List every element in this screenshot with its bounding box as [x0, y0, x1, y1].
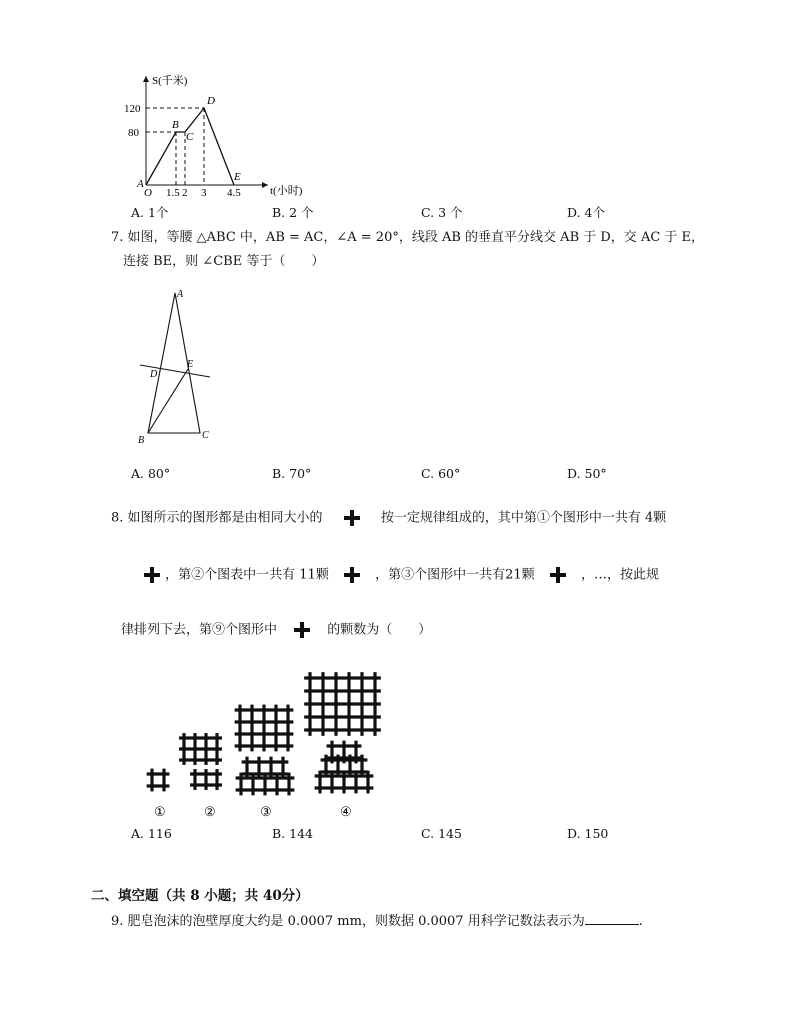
q6-option-d[interactable]: D. 4个 — [567, 205, 605, 220]
point-A: A — [137, 178, 144, 190]
q8-line1a: 8. 如图所示的图形都是由相同大小的 — [111, 510, 323, 526]
q8-line2b: ，第③个图形中一共有21颗 — [375, 567, 535, 583]
q8-line1b: 按一定规律组成的，其中第①个图形中一共有 4颗 — [380, 510, 667, 526]
figure-label-1: ① — [154, 804, 166, 819]
lattice-fig4-row3 — [315, 771, 374, 794]
q8-line2a: ，第②个图表中一共有 11颗 — [165, 567, 329, 583]
cross-icon — [293, 621, 311, 639]
cross-icon — [343, 566, 361, 584]
lattice-fig2-row — [190, 769, 222, 790]
q8-stem-line3 — [121, 621, 431, 640]
point-B: B — [172, 119, 179, 131]
q8-pattern-figure — [130, 668, 400, 823]
q7-stem-line2: 连接 BE，则 ∠CBE 等于（ ） — [123, 254, 325, 269]
lattice-fig4-grid — [304, 672, 381, 736]
vertex-C: C — [202, 430, 209, 441]
vertex-D: D — [150, 369, 158, 380]
vertex-A: A — [177, 289, 184, 300]
origin-label: O — [144, 187, 152, 199]
q7-option-c[interactable]: C. 60° — [421, 466, 461, 481]
cross-icon — [343, 509, 361, 527]
vertex-B: B — [138, 435, 145, 445]
x-tick-1-5: 1.5 — [166, 187, 180, 199]
figure-label-3: ③ — [260, 804, 272, 819]
point-C: C — [186, 131, 194, 143]
y-tick-120: 120 — [124, 103, 141, 115]
q7-stem-line1: 7. 如图，等腰 △ABC 中，AB = AC，∠A = 20°，线段 AB 的垂直平分线交 AB 于 D，交 AC 于 E， — [111, 230, 705, 245]
y-tick-80: 80 — [128, 127, 139, 139]
q8-line3a: 律排列下去，第⑨个图形中 — [121, 622, 278, 638]
point-D: D — [207, 95, 215, 107]
q6-option-b[interactable]: B. 2 个 — [272, 205, 314, 220]
q9-answer-blank[interactable] — [585, 912, 639, 925]
lattice-fig3-row2 — [236, 773, 295, 796]
figure-label-4: ④ — [340, 804, 352, 819]
x-tick-4-5: 4.5 — [227, 187, 241, 199]
x-axis-label: t(小时) — [270, 185, 303, 197]
q7-option-b[interactable]: B. 70° — [272, 466, 312, 481]
q9-text: 9. 肥皂泡沫的泡壁厚度大约是 0.0007 mm，则数据 0.0007 用科学记数法表示为 — [111, 914, 585, 929]
figure-label-2: ② — [204, 804, 216, 819]
point-E: E — [234, 171, 241, 183]
x-tick-3: 3 — [201, 187, 207, 199]
q8-stem-line2 — [143, 566, 659, 585]
lattice-fig2-grid — [179, 733, 222, 765]
q8-option-d[interactable]: D. 150 — [567, 826, 609, 841]
q7-option-d[interactable]: D. 50° — [567, 466, 607, 481]
y-axis-label: S(千米) — [152, 75, 188, 87]
q7-option-a[interactable]: A. 80° — [131, 466, 171, 481]
q8-option-c[interactable]: C. 145 — [421, 826, 462, 841]
q6-option-c[interactable]: C. 3 个 — [421, 205, 463, 220]
q6-option-a[interactable]: A. 1个 — [131, 205, 169, 220]
q8-option-b[interactable]: B. 144 — [272, 826, 313, 841]
q8-stem-line1 — [111, 509, 666, 528]
x-tick-2: 2 — [182, 187, 188, 199]
section-heading: 二、填空题（共 8 小题；共 40分） — [91, 888, 309, 904]
vertex-E: E — [187, 359, 194, 370]
cross-icon — [143, 566, 161, 584]
lattice-fig3-grid — [235, 705, 294, 752]
q8-line2c: ，…，按此规 — [580, 567, 659, 583]
q8-line3b: 的颗数为（ ） — [327, 622, 432, 638]
q7-triangle-figure — [130, 285, 220, 445]
q6-distance-time-graph — [118, 70, 318, 200]
q8-option-a[interactable]: A. 116 — [131, 826, 172, 841]
q9-stem — [111, 912, 643, 931]
cross-icon — [549, 566, 567, 584]
lattice-fig1-row — [147, 769, 170, 792]
q9-period: . — [638, 914, 643, 929]
